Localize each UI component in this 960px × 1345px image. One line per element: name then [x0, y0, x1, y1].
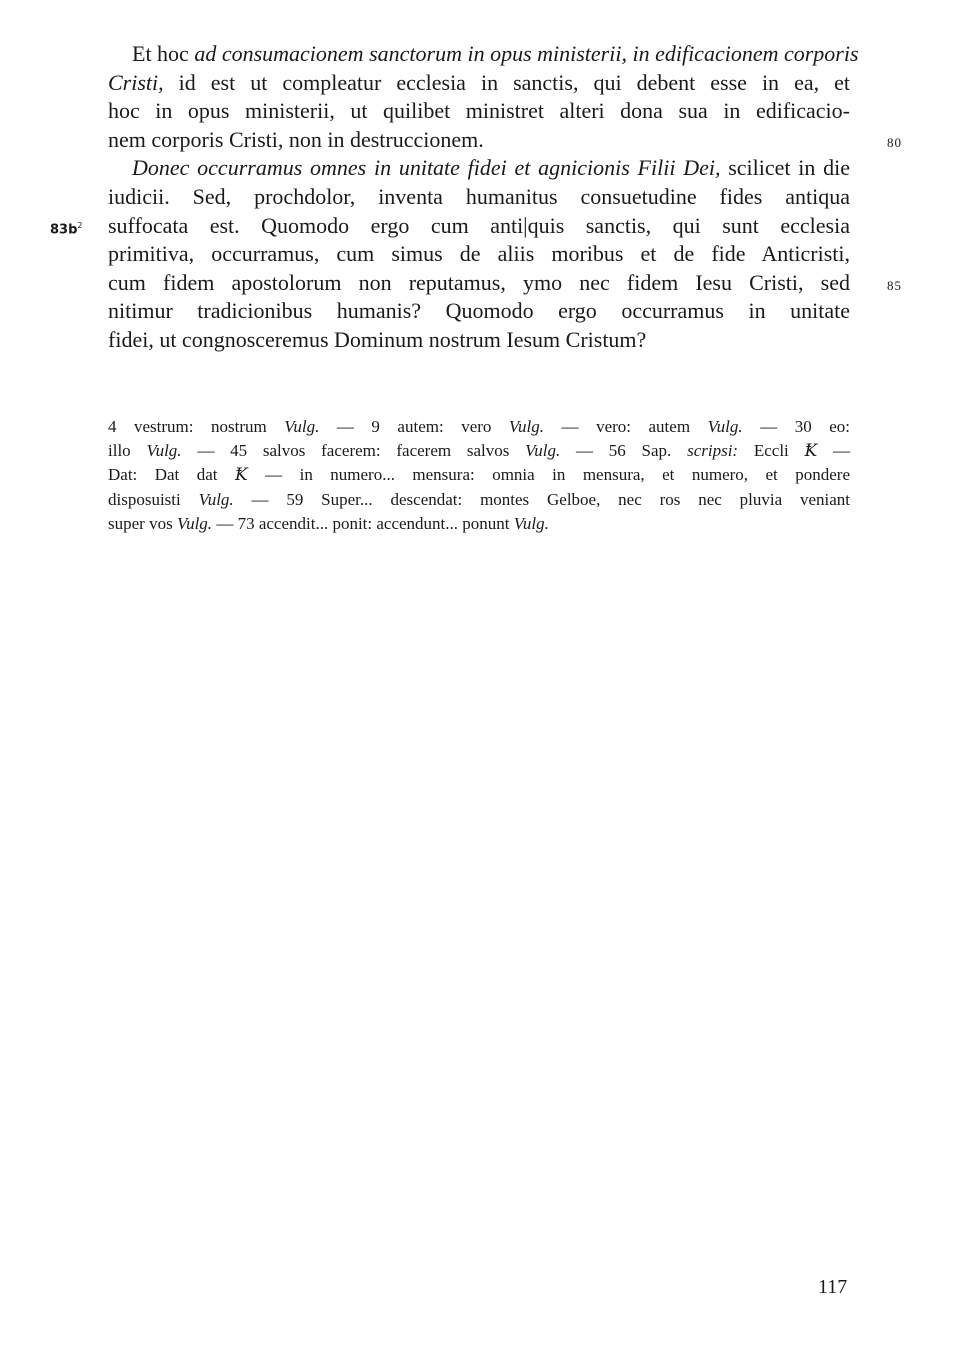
apparatus-italic-text: Vulg. — [513, 513, 549, 533]
main_text-text: hoc in opus ministerii, ut quilibet ministret alteri dona sua in edificacio- — [108, 98, 850, 124]
main_text-text: Et hoc — [132, 41, 195, 66]
apparatus-line — [108, 439, 850, 463]
folio-marker — [50, 221, 83, 237]
main_text-text: suffocata est. Quomodo ergo cum anti|quis sanctis, qui sunt ecclesia — [108, 212, 850, 238]
apparatus-italic-text: Vulg. — [508, 417, 545, 436]
main_text-text: id est ut compleatur ecclesia in sanctis, qui debent esse in ea, et — [163, 69, 850, 95]
main_text-text: primitiva, occurramus, cum simus de aliis moribus et de fide Anticristi, — [108, 241, 850, 267]
apparatus-text: Eccli — [738, 441, 805, 461]
apparatus-text: — 56 Sap. — [560, 441, 688, 461]
apparatus-text: illo — [108, 441, 147, 461]
main_text-text: nitimur tradicionibus humanis? Quomodo ergo occurramus in unitate — [108, 298, 850, 324]
main_text-line — [108, 40, 859, 69]
main_text-italic-text: ad consumacionem sanctorum in opus ministerii, in edificacionem corporis — [194, 41, 859, 66]
apparatus-text: — 73 accendit... ponit: accendunt... ponunt — [212, 513, 514, 533]
main_text-italic-text: Cristi, — [108, 69, 164, 95]
apparatus-line — [108, 512, 850, 536]
main_text-line — [108, 240, 850, 269]
apparatus-line — [108, 488, 850, 512]
main_text-line — [108, 183, 850, 212]
main_text-line — [108, 126, 850, 155]
main_text-line — [108, 154, 850, 183]
main_text-text: iudicii. Sed, prochdolor, inventa humanitus consuetudine fides antiqua — [108, 183, 850, 209]
main-text-block — [108, 40, 859, 355]
main_text-text: fidei, ut congnosceremus Dominum nostrum Iesum Cristum? — [108, 326, 647, 352]
main_text-line — [108, 326, 850, 355]
apparatus-text: Dat: Dat dat — [108, 465, 235, 485]
line-number: 85 — [887, 277, 902, 293]
main_text-line — [108, 297, 850, 326]
apparatus-text: — 59 Super... descendat: montes Gelboe, nec ros nec pluvia veniant — [233, 489, 850, 509]
main_text-line — [108, 212, 850, 241]
apparatus-italic-text: Vulg. — [176, 513, 213, 533]
apparatus-text: — 9 autem: vero — [319, 417, 509, 436]
main_text-text: cum fidem apostolorum non reputamus, ymo nec fidem Iesu Cristi, sed — [108, 269, 850, 295]
folio-marker-label: 83b — [50, 221, 78, 237]
apparatus-line — [108, 463, 850, 487]
apparatus-text: 4 vestrum: nostrum — [108, 417, 285, 436]
apparatus-italic-text: scripsi: — [687, 441, 739, 461]
apparatus-italic-text: Vulg. — [525, 441, 561, 461]
apparatus-text: — 30 eo: — [742, 417, 850, 436]
main_text-italic-text: Donec occurramus omnes in unitate fidei et agnicionis Filii Dei, — [132, 155, 721, 181]
apparatus-italic-text: Ꝁ — [804, 441, 818, 461]
apparatus-text: disposuisti — [108, 489, 199, 509]
main_text-line — [108, 269, 850, 298]
apparatus-italic-text: Ꝁ — [234, 465, 248, 485]
main_text-text: nem corporis Cristi, non in destruccionem. — [108, 126, 484, 152]
main_text-line — [108, 69, 850, 98]
main_text-text: scilicet in die — [720, 155, 851, 181]
apparatus-italic-text: Vulg. — [284, 417, 320, 436]
apparatus-italic-text: Vulg. — [707, 417, 743, 436]
apparatus-italic-text: Vulg. — [146, 441, 182, 461]
apparatus-line — [108, 415, 850, 439]
apparatus-text: — — [817, 441, 851, 461]
folio-marker-superscript: 2 — [77, 220, 83, 230]
apparatus-text: — vero: autem — [544, 417, 708, 436]
line-number: 80 — [887, 134, 902, 150]
main_text-line — [108, 97, 850, 126]
apparatus-text: super vos — [108, 513, 177, 533]
page-number: 117 — [818, 1276, 848, 1298]
apparatus-italic-text: Vulg. — [198, 489, 234, 509]
apparatus-text: — in numero... mensura: omnia in mensura, et numero, et pondere — [247, 465, 850, 485]
critical-apparatus — [108, 415, 850, 536]
apparatus-text: — 45 salvos facerem: facerem salvos — [181, 441, 526, 461]
